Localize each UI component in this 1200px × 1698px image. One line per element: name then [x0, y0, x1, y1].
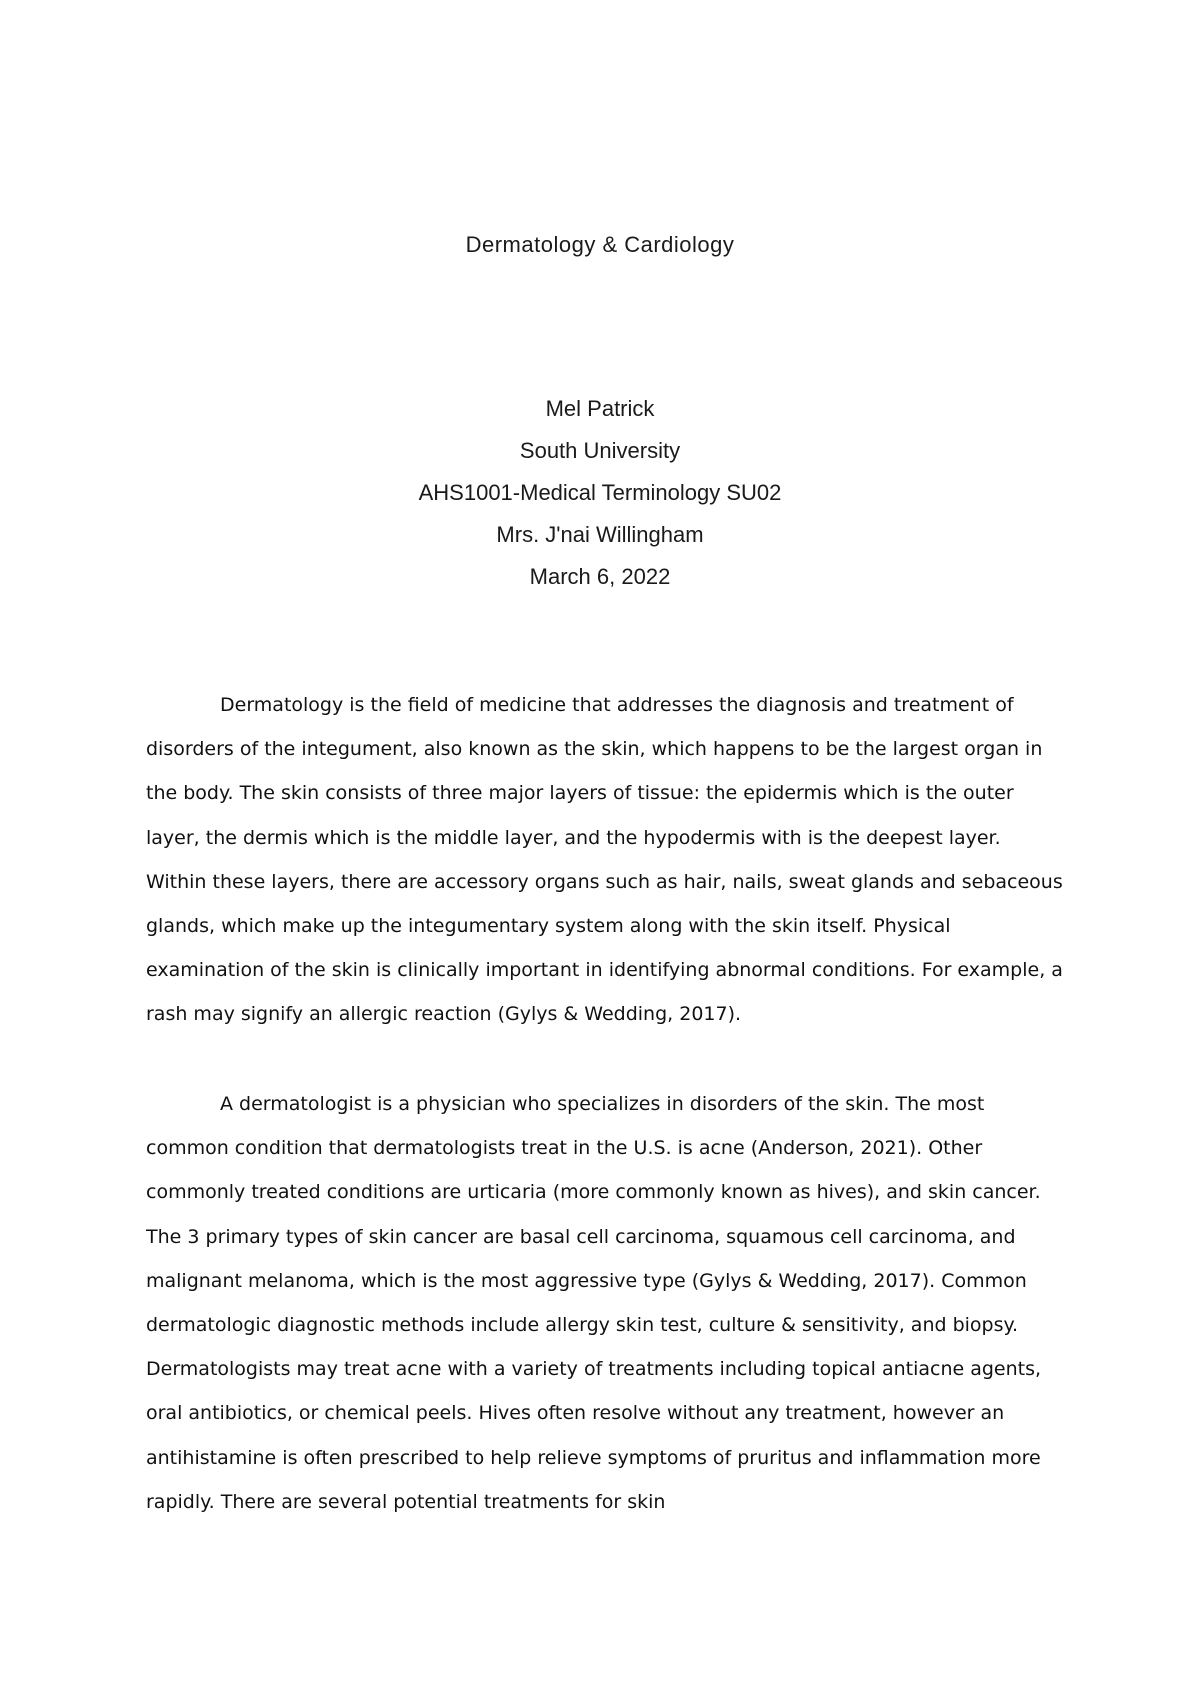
body-paragraph: A dermatologist is a physician who specializes in disorders of the skin. The most common condition that dermatologists treat in the U.S. is acne (Anderson, 2021). Other commonly treated conditions are urticaria (more commonly known as hives), and skin cancer. The 3 primary types of skin cancer are basal cell carcinoma, squamous cell carcinoma, and malignant melanoma, which is the most aggressive type (Gylys & Wedding, 2017). Common dermatologic diagnostic methods include allergy skin test, culture & sensitivity, and biopsy. Dermatologists may treat acne with a variety of treatments including topical antiacne agents, oral antibiotics, or chemical peels. Hives often resolve without any treatment, however an antihistamine is often prescribed to help relieve symptoms of pruritus and inflammation more rapidly. There are several potential treatments for skin	[146, 1093, 1042, 1513]
institution-name: South University	[519, 438, 681, 463]
course-name: AHS1001-Medical Terminology SU02	[418, 480, 782, 505]
title-page-info	[0, 388, 1200, 598]
body-paragraph: Dermatology is the field of medicine that addresses the diagnosis and treatment of disorders of the integument, also known as the skin, which happens to be the largest organ in the body. The skin consists of three major layers of tissue: the epidermis which is the outer layer, the dermis which is the middle layer, and the hypodermis with is the deepest layer. Within these layers, there are accessory organs such as hair, nails, sweat glands and sebaceous glands, which make up the integumentary system along with the skin itself. Physical examination of the skin is clinically important in identifying abnormal conditions. For example, a rash may signify an allergic reaction (Gylys & Wedding, 2017).	[146, 694, 1063, 1026]
document-title: Dermatology & Cardiology	[465, 232, 735, 257]
body-paragraph-container	[146, 1082, 1064, 1524]
body-paragraph-container	[146, 683, 1064, 1037]
author-name: Mel Patrick	[545, 396, 655, 421]
instructor-name: Mrs. J'nai Willingham	[496, 522, 704, 547]
document-date: March 6, 2022	[529, 564, 671, 589]
